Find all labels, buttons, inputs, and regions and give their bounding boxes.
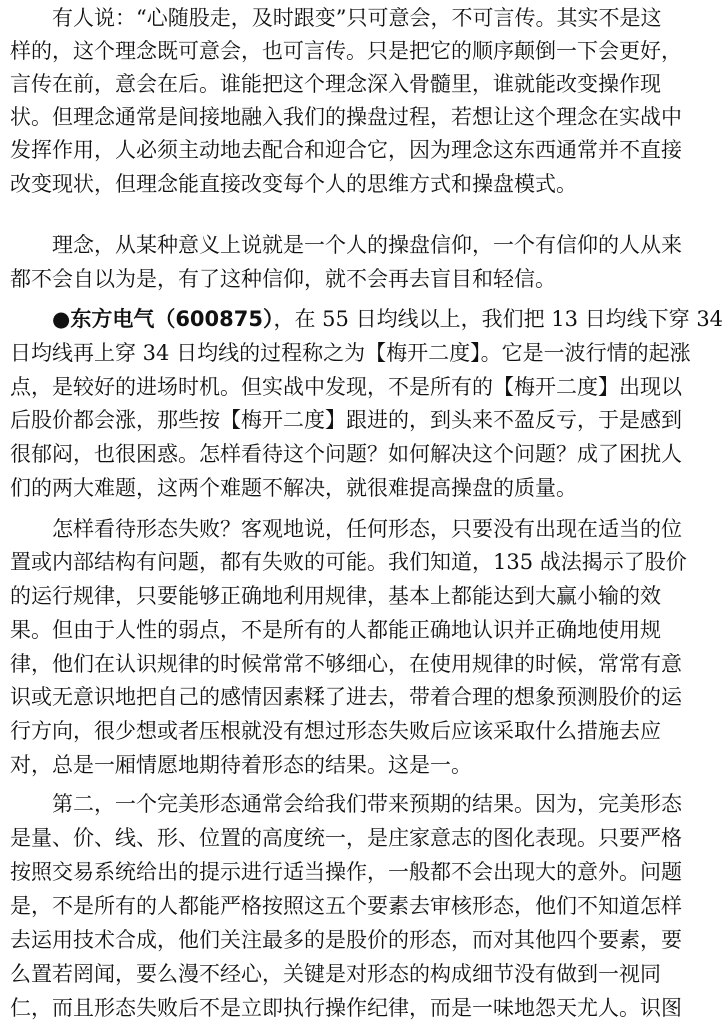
stock-name-bold: ●东方电气（600875） xyxy=(52,307,274,331)
text-line xyxy=(10,749,650,781)
line-text: 仁，而且形态失败后不是立即执行操作纪律，而是一味地怨天尤人。识图 xyxy=(10,996,682,1020)
text-line xyxy=(10,681,650,713)
line-text: 发挥作用，人必须主动地去配合和迎合它，因为理念这东西通常并不直接 xyxy=(10,138,682,162)
line-text: 改变现状，但理念能直接改变每个人的思维方式和操盘模式。 xyxy=(10,172,577,196)
line-text: 识或无意识地把自己的感情因素糅了进去，带着合理的想象预测股价的运 xyxy=(10,685,682,709)
text-line xyxy=(10,229,650,261)
line-text: 有人说：“心随股走，及时跟变”只可意会，不可言传。其实不是这 xyxy=(52,6,661,30)
text-line xyxy=(10,614,650,646)
line-text: 日均线再上穿 34 日均线的过程称之为【梅开二度】。它是一波行情的起涨 xyxy=(10,341,691,365)
line-text: 是量、价、线、形、位置的高度统一，是庄家意志的图化表现。只要严格 xyxy=(10,826,682,850)
text-line xyxy=(10,580,650,612)
line-text: 后股价都会涨，那些按【梅开二度】跟进的，到头来不盈反亏，于是感到 xyxy=(10,408,682,432)
text-line xyxy=(10,715,650,747)
text-line xyxy=(10,958,650,990)
text-line xyxy=(10,546,650,578)
text-line xyxy=(10,101,650,133)
text-line xyxy=(10,822,650,854)
text-line xyxy=(10,648,650,680)
text-line xyxy=(10,992,650,1024)
text-line xyxy=(10,404,650,436)
line-text: 第二，一个完美形态通常会给我们带来预期的结果。因为，完美形态 xyxy=(52,792,682,816)
text-line xyxy=(10,371,650,403)
line-text: 对，总是一厢情愿地期待着形态的结果。这是一。 xyxy=(10,753,472,777)
text-line xyxy=(10,303,650,335)
line-text: 置或内部结构有问题，都有失败的可能。我们知道，135 战法揭示了股价 xyxy=(10,550,687,574)
line-text: 是，不是所有的人都能严格按照这五个要素去审核形态，他们不知道怎样 xyxy=(10,894,682,918)
text-line xyxy=(10,890,650,922)
line-text: 的运行规律，只要能够正确地利用规律，基本上都能达到大赢小输的效 xyxy=(10,584,661,608)
line-text: 去运用技术合成，他们关注最多的是股价的形态，而对其他四个要素，要 xyxy=(10,928,682,952)
text-line xyxy=(10,513,650,545)
line-text: 状。但理念通常是间接地融入我们的操盘过程，若想让这个理念在实战中 xyxy=(10,105,682,129)
line-text: 理念，从某种意义上说就是一个人的操盘信仰，一个有信仰的人从来 xyxy=(52,233,682,257)
text-line xyxy=(10,337,650,369)
text-line xyxy=(10,168,650,200)
line-text: 们的两大难题，这两个难题不解决，就很难提高操盘的质量。 xyxy=(10,476,577,500)
text-line xyxy=(10,438,650,470)
line-text: 言传在前，意会在后。谁能把这个理念深入骨髓里，谁就能改变操作现 xyxy=(10,72,661,96)
text-line xyxy=(10,68,650,100)
text-line xyxy=(10,856,650,888)
text-line xyxy=(10,263,650,295)
line-text: ，在 55 日均线以上，我们把 13 日均线下穿 34 xyxy=(274,307,723,331)
text-line xyxy=(10,472,650,504)
line-text: 怎样看待形态失败？客观地说，任何形态，只要没有出现在适当的位 xyxy=(52,517,682,541)
line-text: 律，他们在认识规律的时候常常不够细心，在使用规律的时候，常常有意 xyxy=(10,652,682,676)
text-line xyxy=(10,35,650,67)
line-text: 都不会自以为是，有了这种信仰，就不会再去盲目和轻信。 xyxy=(10,267,556,291)
line-text: 行方向，很少想或者压根就没有想过形态失败后应该采取什么措施去应 xyxy=(10,719,661,743)
line-text: 样的，这个理念既可意会，也可言传。只是把它的顺序颠倒一下会更好， xyxy=(10,39,682,63)
text-line xyxy=(10,788,650,820)
line-text: 么置若罔闻，要么漫不经心，关键是对形态的构成细节没有做到一视同 xyxy=(10,962,661,986)
line-text: 果。但由于人性的弱点，不是所有的人都能正确地认识并正确地使用规 xyxy=(10,618,661,642)
line-text: 点，是较好的进场时机。但实战中发现，不是所有的【梅开二度】出现以 xyxy=(10,375,682,399)
line-text: 很郁闷，也很困惑。怎样看待这个问题？如何解决这个问题？成了困扰人 xyxy=(10,442,682,466)
line-text: 按照交易系统给出的提示进行适当操作，一般都不会出现大的意外。问题 xyxy=(10,860,682,884)
text-line xyxy=(10,924,650,956)
text-line xyxy=(10,134,650,166)
text-line xyxy=(10,2,650,34)
